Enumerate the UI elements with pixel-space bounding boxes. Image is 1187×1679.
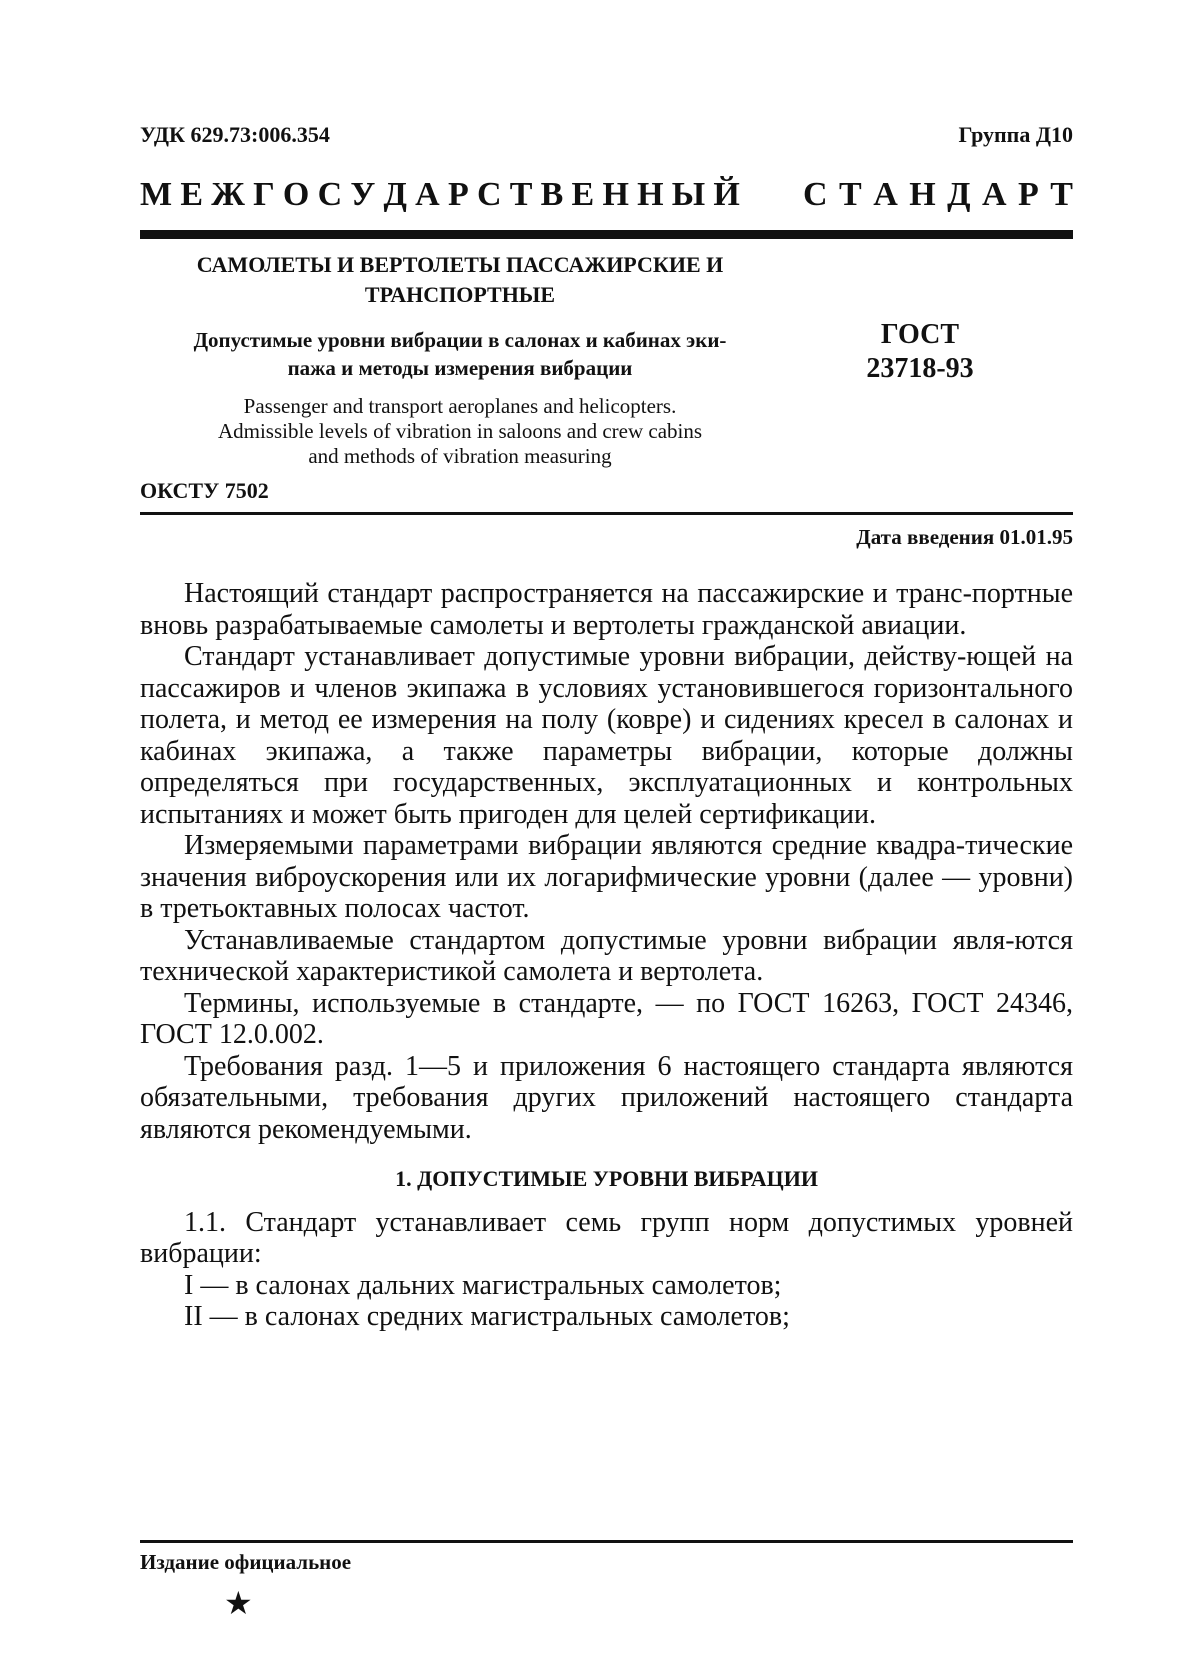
paragraph: Настоящий стандарт распространяется на пассажирские и транс-портные вновь разрабатываемые самолеты и вертолеты гражданской авиации. — [140, 578, 1073, 641]
banner-letter: Ы — [671, 176, 706, 213]
banner-letter: О — [282, 176, 310, 213]
banner-letter: Й — [713, 176, 740, 213]
star-icon: ★ — [224, 1585, 253, 1621]
official-edition-label: Издание официальное — [140, 1550, 352, 1574]
gost-label: ГОСТ — [880, 319, 960, 350]
gost-number: 23718-93 — [866, 353, 974, 384]
thin-divider — [140, 512, 1073, 515]
banner-letter: Д — [383, 176, 407, 213]
banner-letter: С — [317, 176, 343, 213]
banner-letter: Г — [253, 176, 275, 213]
document-body — [140, 578, 1073, 1333]
interstate-standard-banner — [140, 178, 1073, 212]
oksty-code: ОКСТУ 7502 — [140, 478, 269, 503]
banner-letter: В — [540, 176, 564, 213]
banner-letter: Т — [509, 176, 533, 213]
document-subtitle — [140, 326, 780, 382]
english-title-line: Admissible levels of vibration in saloons and crew cabins — [217, 419, 703, 443]
footer-divider — [140, 1540, 1073, 1543]
thick-divider — [140, 230, 1073, 239]
gost-designation — [830, 318, 1010, 386]
paragraph: Термины, используемые в стандарте, — по ГОСТ 16263, ГОСТ 24346, ГОСТ 12.0.002. — [140, 987, 1073, 1050]
section-heading: 1. ДОПУСТИМЫЕ УРОВНИ ВИБРАЦИИ — [395, 1166, 818, 1191]
list-item: II — в салонах средних магистральных самолетов; — [184, 1301, 790, 1332]
paragraph: 1.1. Стандарт устанавливает семь групп норм допустимых уровней вибрации: — [140, 1206, 1073, 1269]
banner-letter: Н — [602, 176, 629, 213]
banner-letter: М — [140, 176, 173, 213]
banner-letter: Е — [571, 176, 595, 213]
paragraph: Требования разд. 1—5 и приложения 6 настоящего стандарта являются обязательными, требования других приложений настоящего стандарта являются рекомендуемыми. — [140, 1050, 1073, 1145]
subtitle-line: пажа и методы измерения вибрации — [287, 356, 633, 380]
list-item: I — в салонах дальних магистральных самолетов; — [184, 1269, 782, 1301]
paragraph: Измеряемыми параметрами вибрации являются средние квадра-тические значения виброускорения или их логарифмические уровни (далее — уровни) в третьоктавных полосах частот. — [140, 830, 1073, 924]
banner-word-interstate — [140, 178, 740, 212]
english-title-line: and methods of vibration measuring — [308, 444, 612, 468]
banner-letter: Д — [947, 176, 971, 213]
banner-letter: С — [476, 176, 502, 213]
udk-code: УДК 629.73:006.354 — [140, 122, 330, 147]
banner-letter: Ж — [211, 176, 245, 213]
paragraph: Стандарт устанавливает допустимые уровни вибрации, действу-ющей на пассажиров и членов экипажа в условиях установившегося горизонтального полета, и метод ее измерения на полу (ковре) и сидениях кресел в салонах и кабинах экипажа, а также параметры вибрации, которые должны определяться при государственных, эксплуатационных и контрольных испытаниях и может быть пригоден для целей сертификации. — [140, 641, 1073, 830]
effective-date: Дата введения 01.01.95 — [856, 525, 1073, 549]
banner-letter: А — [415, 176, 440, 213]
banner-letter: А — [982, 176, 1007, 213]
banner-letter: Н — [637, 176, 664, 213]
document-title — [140, 250, 780, 310]
banner-letter: Р — [1018, 176, 1039, 213]
banner-letter: Р — [447, 176, 469, 213]
paragraph: Устанавливаемые стандартом допустимые уровни вибрации явля-ются технической характеристикой самолета и вертолета. — [140, 924, 1073, 987]
english-title-line: Passenger and transport aeroplanes and helicopters. — [243, 394, 677, 418]
banner-letter: У — [350, 176, 376, 213]
banner-letter: Т — [839, 176, 862, 213]
banner-letter: Т — [1050, 176, 1073, 213]
english-title — [140, 394, 780, 469]
banner-letter: Е — [180, 176, 203, 213]
banner-letter: С — [803, 176, 828, 213]
title-line: ТРАНСПОРТНЫЕ — [364, 282, 556, 307]
subtitle-line: Допустимые уровни вибрации в салонах и кабинах эки- — [193, 328, 727, 352]
banner-word-standard — [803, 178, 1073, 212]
group-code: Группа Д10 — [958, 122, 1073, 147]
banner-letter: Н — [909, 176, 936, 213]
banner-letter: А — [873, 176, 898, 213]
title-line: САМОЛЕТЫ И ВЕРТОЛЕТЫ ПАССАЖИРСКИЕ И — [196, 252, 724, 277]
